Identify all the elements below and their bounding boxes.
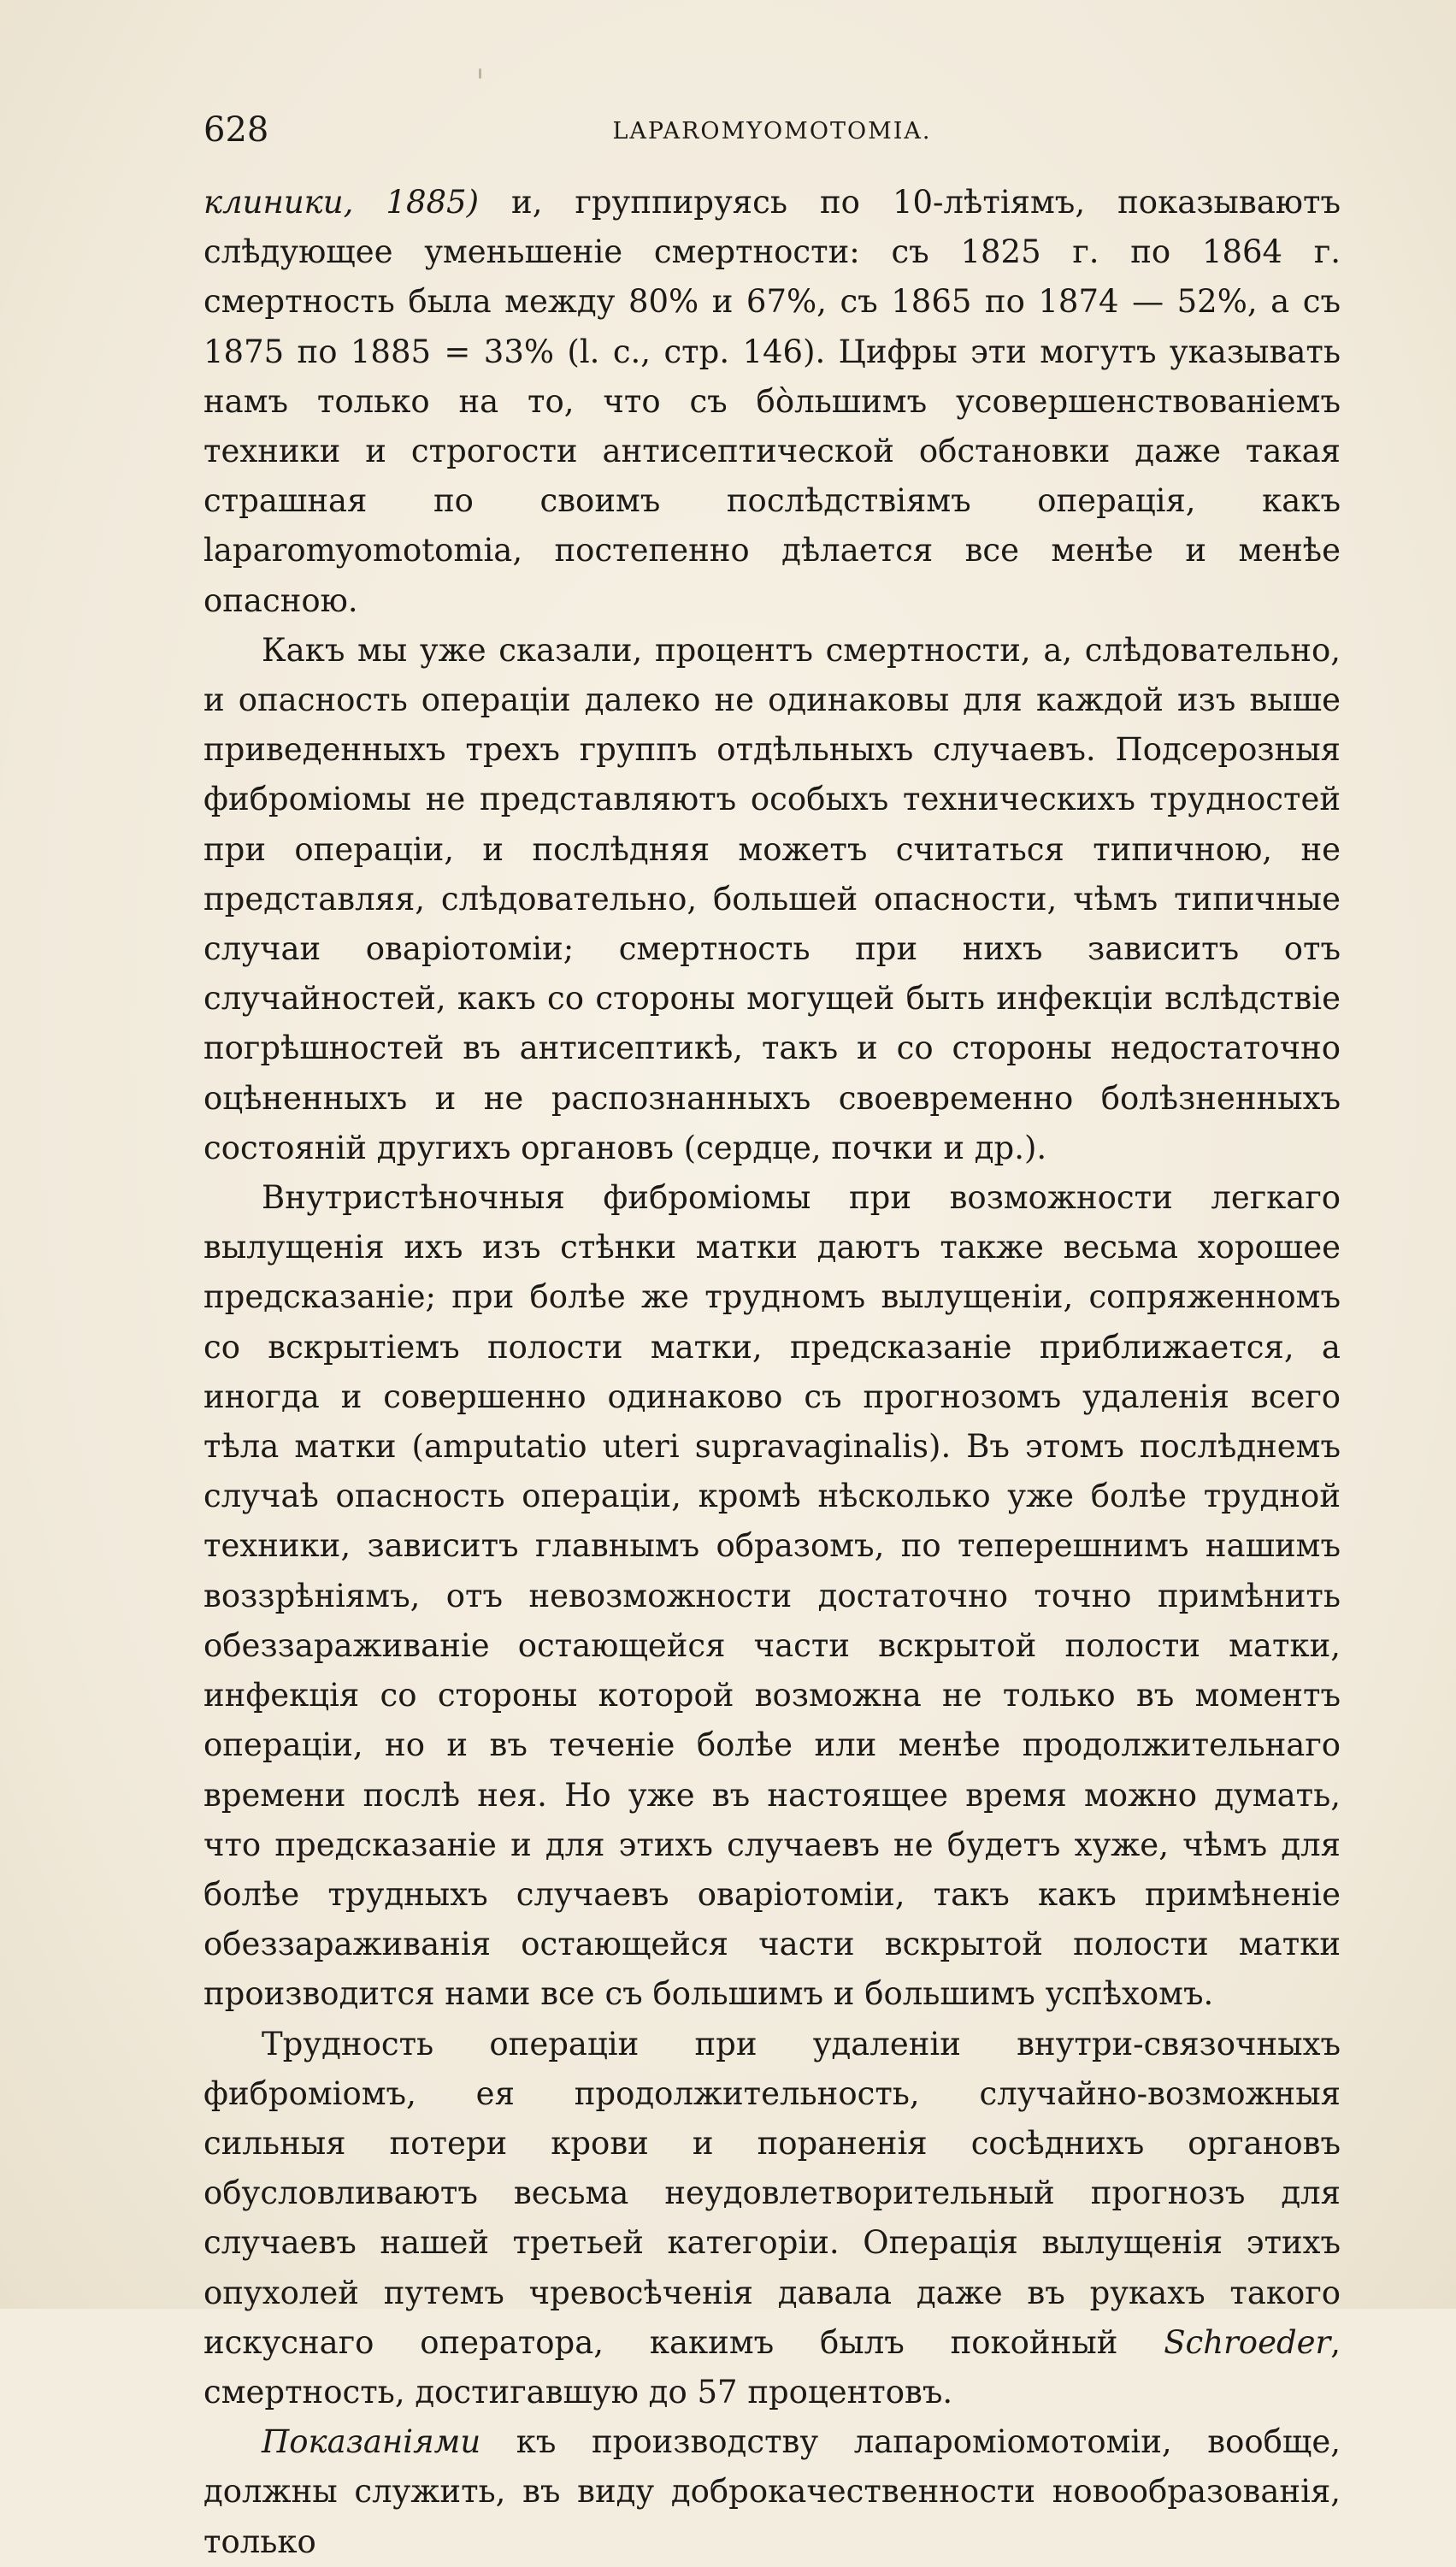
italic-author-name: Schroeder [1164,2323,1331,2361]
paragraph-5 [203,2417,1341,2567]
italic-citation: клиники, 1885) [203,184,479,221]
paragraph-1 [203,178,1341,626]
paragraph-text: , смертность, достигавшую до 57 процентовъ. [203,2323,1341,2411]
page-number: 628 [203,110,269,150]
running-title: LAPAROMYOMOTOMIA. [612,118,932,145]
page-header [203,109,1341,150]
paragraph-text: Трудность операціи при удаленіи внутри-связочныхъ фиброміомъ, ея продолжительность, случайно-возможныя сильныя потери крови и пораненія сосѣднихъ органовъ обусловливаютъ весьма неудовлетворительный прогнозъ для случаевъ нашей третьей категоріи. Операція вылущенія этихъ опухолей путемъ чревосѣченія давала даже въ рукахъ такого искуснаго оператора, какимъ былъ покойный [203,2025,1341,2361]
paragraph-text: и, группируясь по 10-лѣтіямъ, показываютъ слѣдующее уменьшеніе смертности: съ 1825 г. по 1864 г. смертность была между 80% и 67%, съ 1865 по 1874 — 52%, а съ 1875 по 1885 = 33% (l. c., стр. 146). Цифры эти могутъ указывать намъ только на то, что съ бо̀льшимъ усовершенствованіемъ техники и строгости антисептической обстановки даже такая страшная по своимъ послѣдствіямъ операція, какъ laparomyomotomia, постепенно дѣлается все менѣе и менѣе опасною. [203,184,1341,619]
italic-term: Показаніями [262,2423,481,2461]
paper-speck [479,68,481,79]
paragraph-2: Какъ мы уже сказали, процентъ смертности, а, слѣдовательно, и опасность операціи далеко не одинаковы для каждой изъ выше приведенныхъ трехъ группъ отдѣльныхъ случаевъ. Подсерозныя фиброміомы не представляютъ особыхъ техническихъ трудностей при операціи, и послѣдняя можетъ считаться типичною, не представляя, слѣдовательно, большей опасности, чѣмъ типичные случаи оваріотоміи; смертность при нихъ зависитъ отъ случайностей, какъ со стороны могущей быть инфекціи вслѣдствіе погрѣшностей въ антисептикѣ, такъ и со стороны недостаточно оцѣненныхъ и не распознанныхъ своевременно болѣзненныхъ состояній другихъ органовъ (сердце, почки и др.). [203,631,1341,1166]
paragraph-4 [203,2020,1341,2418]
paragraph-text: къ производству лапароміомотоміи, вообще, должны служить, въ виду доброкачественности новообразованія, только [203,2423,1341,2560]
paragraph-3: Внутристѣночныя фиброміомы при возможности легкаго вылущенія ихъ изъ стѣнки матки даютъ также весьма хорошее предсказаніе; при болѣе же трудномъ вылущеніи, сопряженномъ со вскрытіемъ полости матки, предсказаніе приближается, а иногда и совершенно одинаково съ прогнозомъ удаленія всего тѣла матки (amputatio uteri supravaginalis). Въ этомъ послѣднемъ случаѣ опасность операціи, кромѣ нѣсколько уже болѣе трудной техники, зависитъ главнымъ образомъ, по теперешнимъ нашимъ воззрѣніямъ, отъ невозможности достаточно точно примѣнить обеззараживаніе остающейся части вскрытой полости матки, инфекція со стороны которой возможна не только въ моментъ операціи, но и въ теченіе болѣе или менѣе продолжительнаго времени послѣ нея. Но уже въ настоящее время можно думать, что предсказаніе и для этихъ случаевъ не будетъ хуже, чѣмъ для болѣе трудныхъ случаевъ оваріотоміи, такъ какъ примѣненіе обеззараживанія остающейся части вскрытой полости матки производится нами все съ большимъ и большимъ успѣхомъ. [203,1179,1341,2013]
body-text [203,178,1341,2567]
